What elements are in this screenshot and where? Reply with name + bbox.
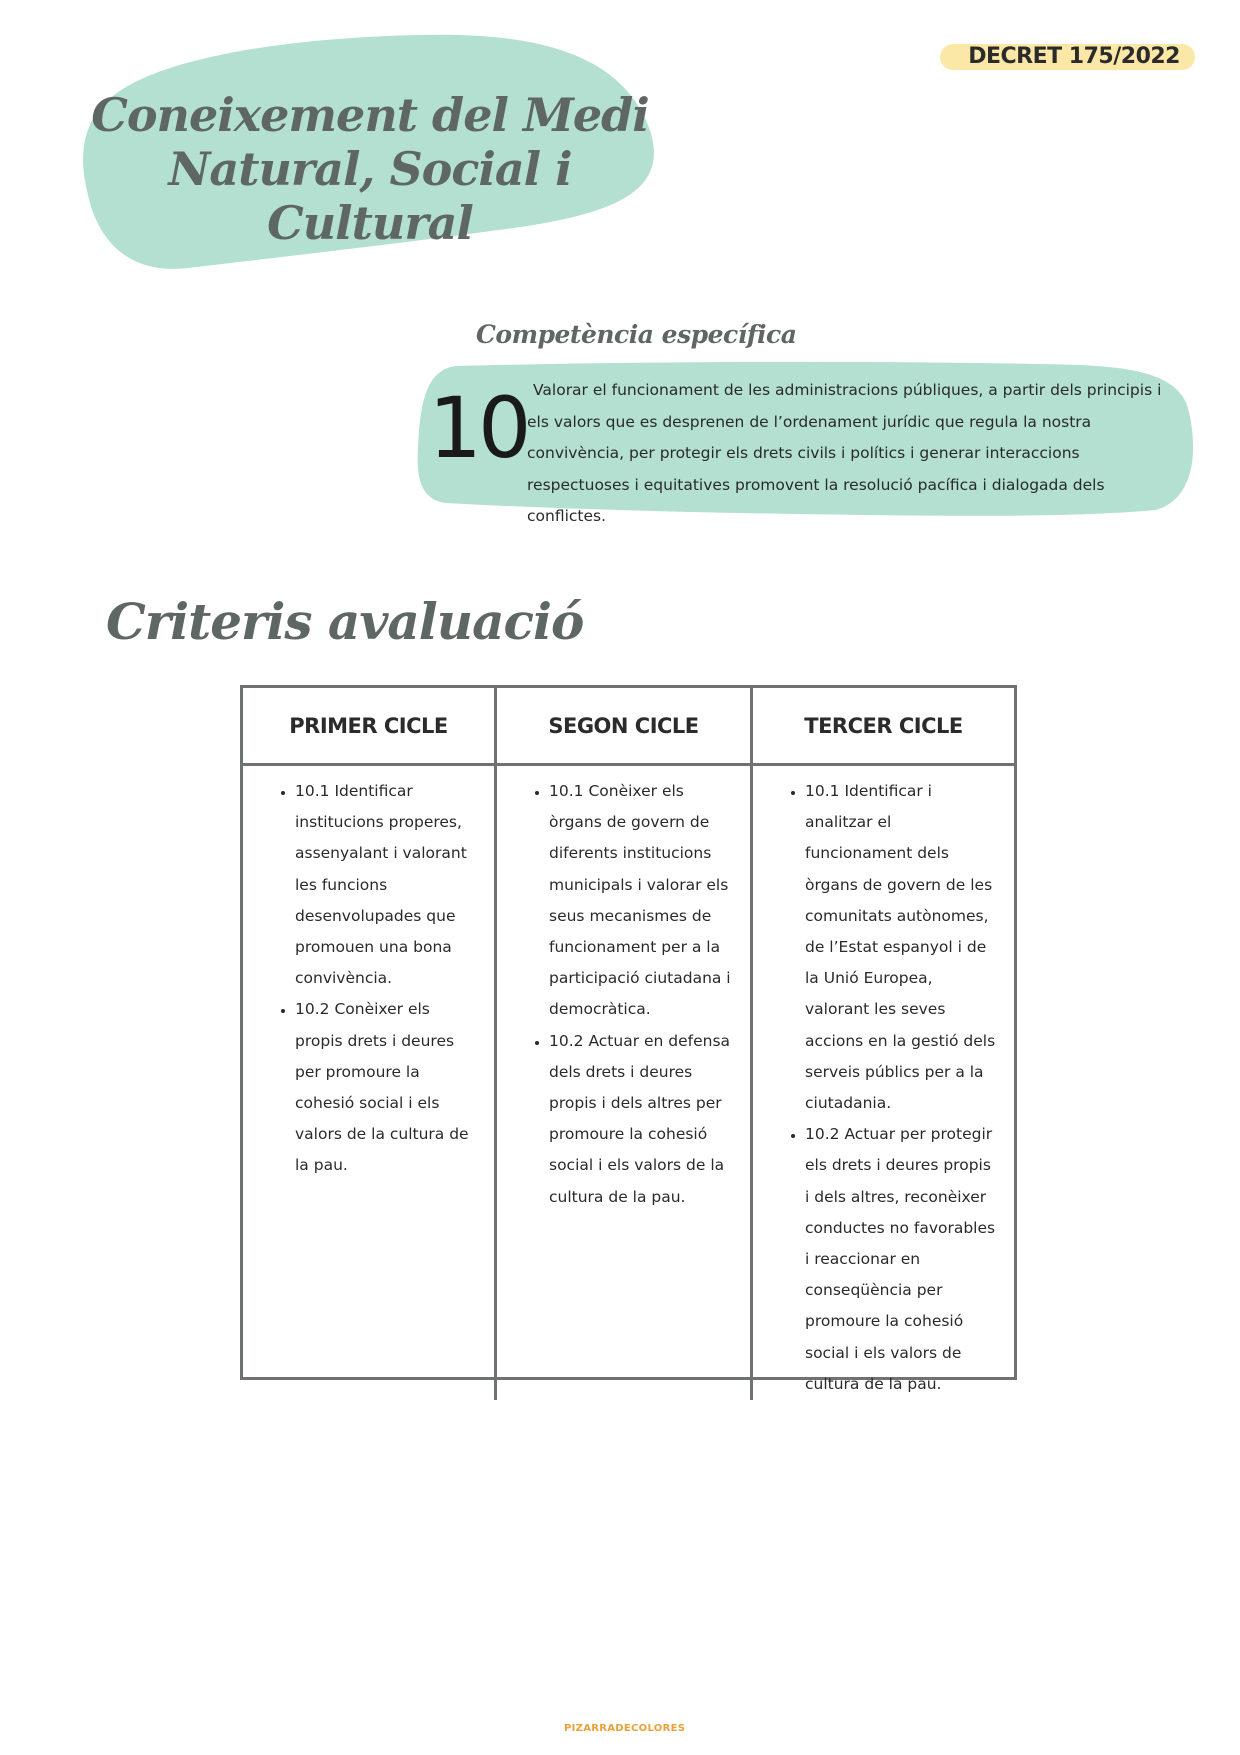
criteria-list-tercer <box>753 776 1000 1400</box>
list-item: • 10.2 Actuar per protegir els drets i deures propis i dels altres, reconèixer conductes no favorables i reaccionar en conseqüència per promoure la cohesió social i els valors de cultura de la pau. <box>805 1119 1000 1400</box>
column-cell-segon <box>497 766 753 1400</box>
competence-number: 10 <box>428 379 528 477</box>
criteria-heading: Criteris avaluació <box>106 592 584 651</box>
page-title-line-2: Natural, Social i Cultural <box>168 142 572 250</box>
list-item: • 10.1 Identificar institucions properes, assenyalant i valorant les funcions desenvolupades que promouen una bona convivència. <box>295 776 480 994</box>
list-item: • 10.1 Identificar i analitzar el funcionament dels òrgans de govern de les comunitats autònomes, de l’Estat espanyol i de la Unió Europea, valorant les seves accions en la gestió dels serveis públics per a la ciutadania. <box>805 776 1000 1119</box>
list-item: • 10.2 Conèixer els propis drets i deures per promoure la cohesió social i els valors de la cultura de la pau. <box>295 994 480 1181</box>
column-header-primer: PRIMER CICLE <box>243 688 497 766</box>
list-item: • 10.2 Actuar en defensa dels drets i deures propis i dels altres per promoure la cohesió social i els valors de la cultura de la pau. <box>549 1026 736 1213</box>
competence-text: Valorar el funcionament de les administracions públiques, a partir dels principis i els valors que es desprenen de l’ordenament jurídic que regula la nostra convivència, per protegir els drets civils i polítics i generar interaccions respectuoses i equitatives promovent la resolució pacífica i dialogada dels conflictes. <box>527 381 1162 525</box>
page-title <box>60 88 680 250</box>
page-title-line-1: Coneixement del Medi <box>91 88 649 142</box>
column-header-segon: SEGON CICLE <box>497 688 753 766</box>
competence-heading: Competència específica <box>476 320 797 349</box>
column-cell-primer <box>243 766 497 1400</box>
footer-logo <box>560 1718 686 1738</box>
criteria-list-primer <box>243 776 480 1182</box>
criteria-list-segon <box>497 776 736 1213</box>
column-cell-tercer <box>753 766 1014 1400</box>
column-header-tercer: TERCER CICLE <box>753 688 1014 766</box>
decree-label: DECRET 175/2022 <box>968 44 1180 69</box>
list-item: • 10.1 Conèixer els òrgans de govern de diferents institucions municipals i valorar els seus mecanismes de funcionament per a la participació ciutadana i democràtica. <box>549 776 736 1026</box>
footer-brand: PIZARRADECOLORES <box>564 1722 686 1734</box>
criteria-table <box>240 685 1017 1393</box>
